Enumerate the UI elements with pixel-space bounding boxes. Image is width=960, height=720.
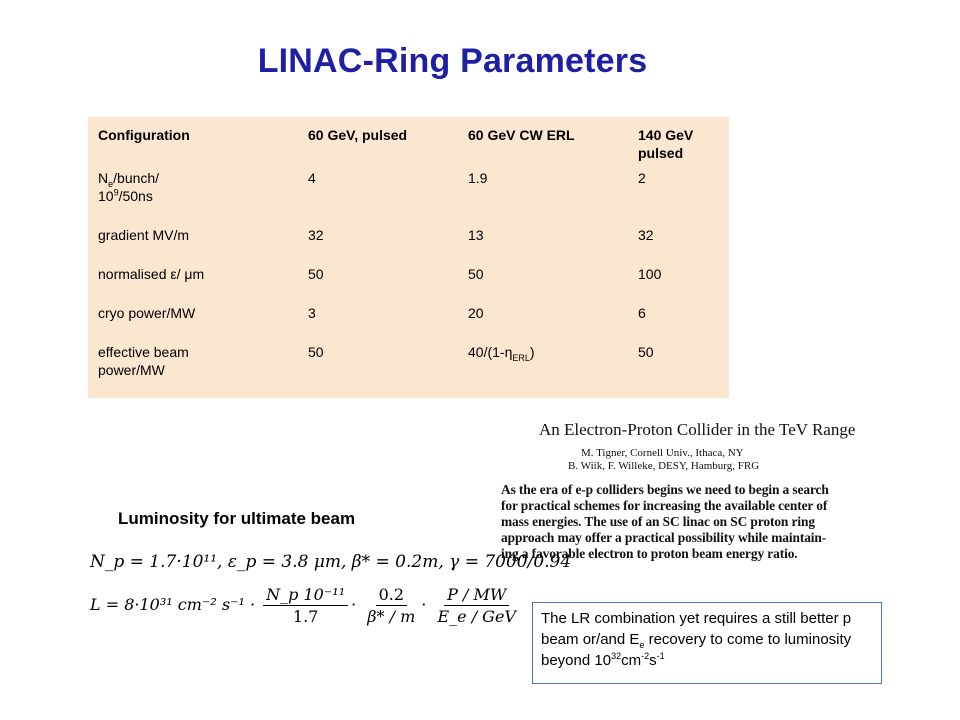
table-cell: 100 bbox=[638, 266, 662, 282]
abstract-line: ing a favorable electron to proton beam energy ratio. bbox=[501, 546, 798, 561]
parameters-table bbox=[88, 117, 729, 398]
table-cell: 32 bbox=[308, 227, 324, 243]
row-label-gradient: gradient MV/m bbox=[98, 227, 190, 243]
header-140gev-pulsed: 140 GeV pulsed bbox=[638, 127, 694, 161]
paper-author: B. Wiik, F. Willeke, DESY, Hamburg, FRG bbox=[568, 460, 760, 472]
row-label-beam-power: effective beam power/MW bbox=[98, 344, 189, 378]
fraction-power: $\frac{P / MW}{\text{E\_e / GeV}}$ bbox=[437, 585, 516, 626]
table-cell: 50 bbox=[468, 266, 484, 282]
header-configuration: Configuration bbox=[98, 127, 190, 143]
luminosity-formula: L = 8·10³¹ cm⁻² s⁻¹ · $\frac{\text{N\_p 10⁻¹¹}}{1.7}$ · $\frac{0.2}{\beta* / m}$ · $\frac{P / MW}{\text{E\_e / GeV}}$ bbox=[90, 585, 522, 626]
fraction-np: $\frac{\text{N\_p 10⁻¹¹}}{1.7}$ bbox=[263, 585, 348, 626]
header-60gev-pulsed: 60 GeV, pulsed bbox=[308, 127, 408, 143]
table-cell: 50 bbox=[308, 266, 324, 282]
table-cell: 4 bbox=[308, 170, 316, 186]
abstract-line: mass energies. The use of an SC linac on SC proton ring bbox=[501, 514, 815, 529]
table-cell: 50 bbox=[638, 344, 654, 360]
table-cell: $40/(1-\eta_{ERL})$ bbox=[468, 344, 535, 363]
table-row bbox=[88, 166, 729, 220]
table-row bbox=[88, 220, 729, 259]
note-box: The LR combination yet requires a still better p beam or/and $E_e$ recovery to come to luminosity beyond $10^{32}cm^{-2}s^{-1}$ bbox=[532, 602, 882, 684]
table-cell: 2 bbox=[638, 170, 646, 186]
table-header-row bbox=[88, 117, 729, 166]
paper-title: An Electron-Proton Collider in the TeV Range bbox=[539, 420, 856, 439]
abstract-line: for practical schemes for increasing the available center of bbox=[501, 498, 828, 513]
table-cell: 50 bbox=[308, 344, 324, 360]
beam-parameters-formula: N_p = 1.7·10¹¹, ε_p = 3.8 μm, β* = 0.2m, γ = 7000/0.94 bbox=[90, 552, 572, 572]
table-cell: 6 bbox=[638, 305, 646, 321]
table-row bbox=[88, 337, 729, 385]
fraction-beta: $\frac{0.2}{\beta* / m}$ bbox=[367, 585, 416, 626]
paper-abstract bbox=[501, 482, 941, 562]
slide-title: LINAC-Ring Parameters bbox=[257, 42, 648, 80]
table-cell: 32 bbox=[638, 227, 654, 243]
paper-excerpt bbox=[495, 410, 950, 595]
table-cell: 3 bbox=[308, 305, 316, 321]
header-60gev-cw-erl: 60 GeV CW ERL bbox=[468, 127, 575, 143]
table-cell: 13 bbox=[468, 227, 484, 243]
table-cell: 1.9 bbox=[468, 170, 488, 186]
abstract-line: approach may offer a practical possibility while maintain- bbox=[501, 530, 827, 545]
table-row bbox=[88, 259, 729, 298]
abstract-line: As the era of e-p colliders begins we need to begin a search bbox=[501, 482, 829, 497]
row-label-cryo: cryo power/MW bbox=[98, 305, 196, 321]
row-label-bunch: $N_e/bunch/$ $10^9/50ns$ bbox=[98, 170, 160, 204]
luminosity-heading: Luminosity for ultimate beam bbox=[118, 509, 356, 528]
table-cell: 20 bbox=[468, 305, 484, 321]
formula-lhs: L = 8·10³¹ cm⁻² s⁻¹ · bbox=[90, 595, 256, 614]
paper-author: M. Tigner, Cornell Univ., Ithaca, NY bbox=[581, 447, 744, 459]
table-row bbox=[88, 298, 729, 337]
row-label-emittance: normalised ε/ μm bbox=[98, 266, 205, 282]
